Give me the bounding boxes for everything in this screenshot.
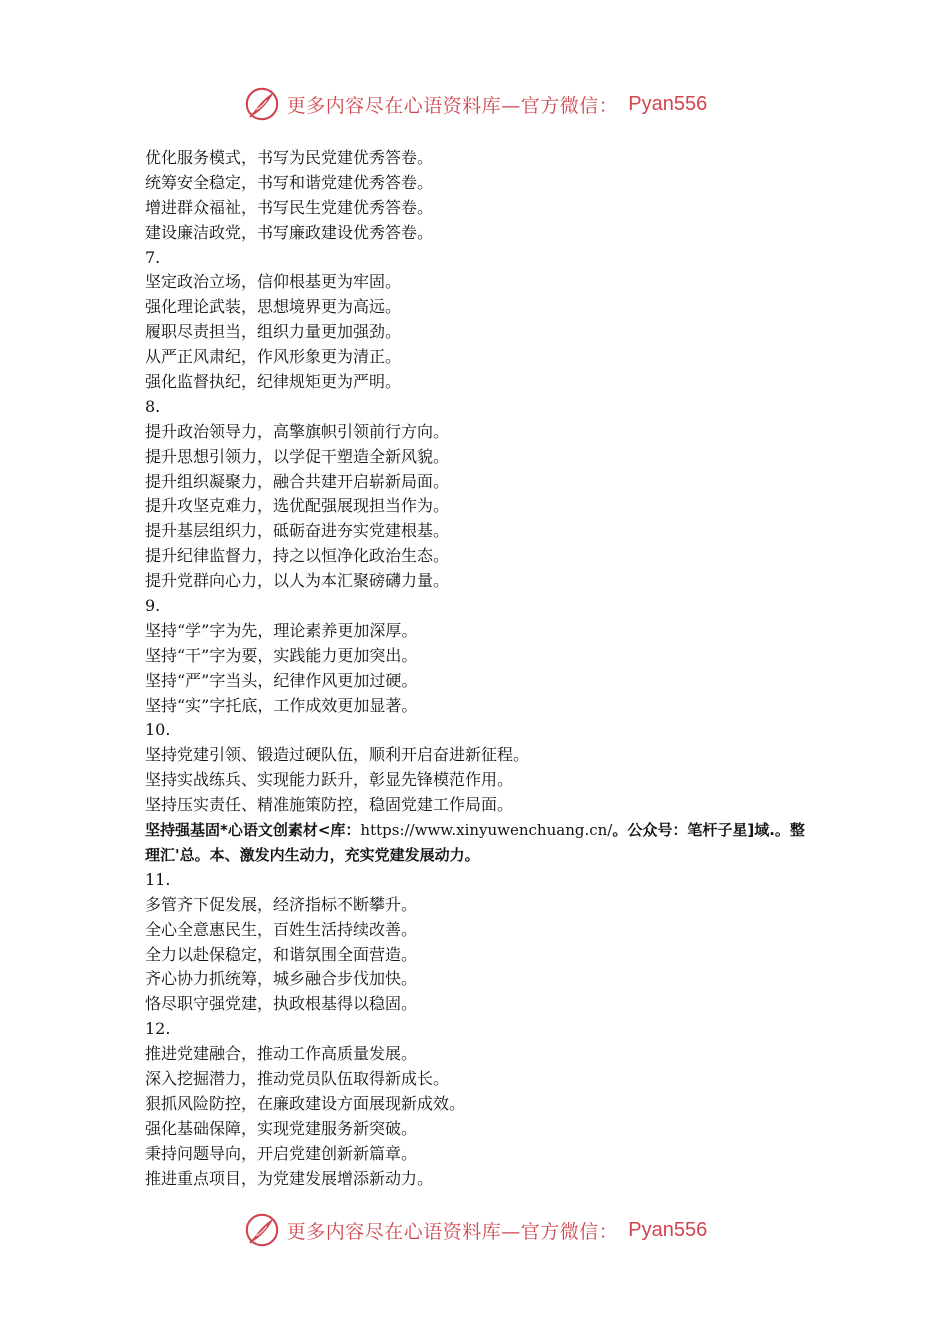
text-line: 坚定政治立场，信仰根基更为牢固。 — [145, 272, 402, 292]
text-line: 从严正风肃纪，作风形象更为清正。 — [145, 347, 402, 367]
text-line: 提升纪律监督力，持之以恒净化政治生态。 — [145, 546, 450, 566]
text-line: 坚持压实责任、精准施策防控，稳固党建工作局面。 — [145, 795, 514, 815]
ad-suffix: 。公众号：笔杆子星]域.。整理汇'总。本、激发内生动力，充实党建发展动力。 — [145, 821, 805, 864]
text-line: 坚持党建引领、锻造过硬队伍，顺利开启奋进新征程。 — [145, 745, 530, 765]
text-line: 坚持实战练兵、实现能力跃升，彰显先锋模范作用。 — [145, 770, 514, 790]
text-line: 建设廉洁政党，书写廉政建设优秀答卷。 — [145, 222, 434, 242]
text-line: 优化服务模式，书写为民党建优秀答卷。 — [145, 148, 434, 167]
text-line: 多管齐下促发展，经济指标不断攀升。 — [145, 894, 418, 914]
text-line: 7. — [145, 247, 161, 267]
ad-url: https://www.xinyuwenchuang.cn/ — [360, 821, 613, 840]
text-line: 恪尽职守强党建，执政根基得以稳固。 — [145, 994, 418, 1014]
watermark-wechat-handle: Pyan556 — [628, 92, 708, 115]
feather-pen-logo-icon — [243, 1211, 281, 1249]
text-line: 全心全意惠民生，百姓生活持续改善。 — [145, 919, 418, 939]
text-line: 推进党建融合，推动工作高质量发展。 — [145, 1044, 418, 1064]
footer-watermark — [0, 1208, 950, 1252]
text-line: 坚持“干”字为要，实践能力更加突出。 — [145, 645, 418, 665]
text-line: 9. — [145, 596, 161, 616]
text-line: 深入挖掘潜力，推动党员队伍取得新成长。 — [145, 1068, 450, 1088]
ad-line — [145, 818, 810, 868]
text-line: 坚持“实”字托底，工作成效更加显著。 — [145, 695, 418, 715]
text-line: 12. — [145, 1019, 171, 1039]
watermark-wechat-handle: Pyan556 — [628, 1218, 708, 1241]
text-line: 推进重点项目，为党建发展增添新动力。 — [145, 1168, 434, 1188]
text-line: 增进群众福祉，书写民生党建优秀答卷。 — [145, 197, 434, 217]
text-line: 提升组织凝聚力，融合共建开启崭新局面。 — [145, 471, 450, 491]
feather-pen-logo-icon — [243, 85, 281, 123]
text-line: 齐心协力抓统筹，城乡融合步伐加快。 — [145, 969, 418, 989]
text-line: 强化基础保障，实现党建服务新突破。 — [145, 1118, 418, 1138]
text-line: 强化理论武装，思想境界更为高远。 — [145, 297, 402, 317]
document-body — [145, 146, 825, 1191]
text-line: 提升基层组织力，砥砺奋进夯实党建根基。 — [145, 521, 450, 541]
watermark-text: 更多内容尽在心语资料库—官方微信： — [286, 94, 619, 117]
text-block-after-ad — [145, 868, 825, 1192]
text-line: 坚持“学”字为先，理论素养更加深厚。 — [145, 620, 418, 640]
text-line: 秉持问题导向，开启党建创新新篇章。 — [145, 1143, 418, 1163]
text-line: 提升思想引领力，以学促干塑造全新风貌。 — [145, 446, 450, 466]
watermark-text: 更多内容尽在心语资料库—官方微信： — [286, 1220, 619, 1243]
text-line: 11. — [145, 869, 171, 889]
text-line: 狠抓风险防控，在廉政建设方面展现新成效。 — [145, 1093, 466, 1113]
text-line: 提升党群向心力，以人为本汇聚磅礴力量。 — [145, 571, 450, 591]
text-line: 8. — [145, 396, 161, 416]
text-block-before-ad — [145, 146, 825, 818]
text-line: 坚持“严”字当头，纪律作风更加过硬。 — [145, 670, 418, 690]
ad-prefix: 坚持强基固*心语文创素材<库： — [145, 821, 361, 840]
header-watermark — [0, 82, 950, 126]
text-line: 统筹安全稳定，书写和谐党建优秀答卷。 — [145, 172, 434, 192]
text-line: 全力以赴保稳定，和谐氛围全面营造。 — [145, 944, 418, 964]
text-line: 提升政治领导力，高擎旗帜引领前行方向。 — [145, 421, 450, 441]
text-line: 强化监督执纪，纪律规矩更为严明。 — [145, 372, 402, 392]
text-line: 履职尽责担当，组织力量更加强劲。 — [145, 322, 402, 342]
text-line: 10. — [145, 720, 171, 740]
text-line: 提升攻坚克难力，选优配强展现担当作为。 — [145, 496, 450, 516]
